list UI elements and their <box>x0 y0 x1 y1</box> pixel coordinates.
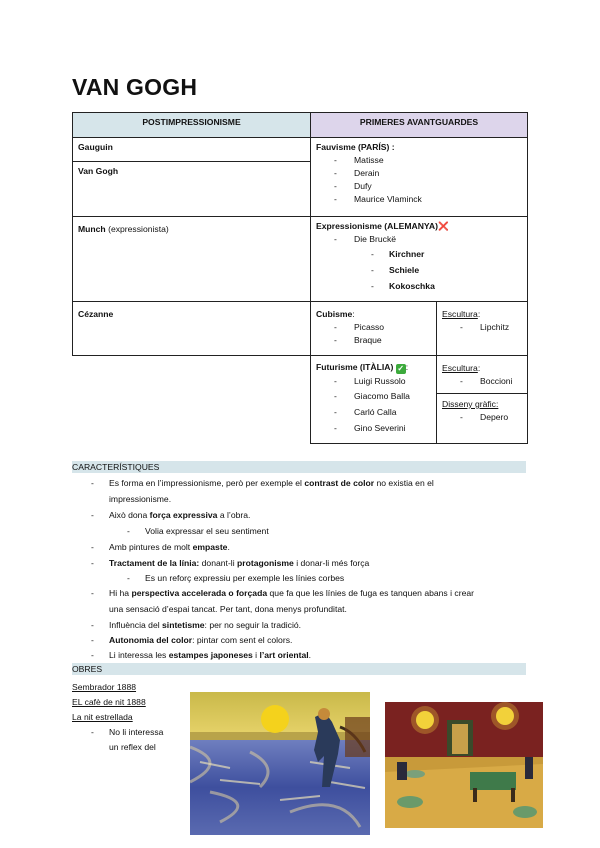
bullet-dash: - <box>91 542 94 552</box>
postimpressionisme-header: POSTIMPRESSIONISME <box>73 113 311 138</box>
disseny-list <box>442 411 522 424</box>
list-item: - Kirchner <box>316 246 522 262</box>
list-item: - Braque <box>316 334 431 347</box>
bullet-dash: - <box>91 650 94 660</box>
obra-cafe-de-nit: EL cafè de nit 1888 <box>72 697 146 707</box>
escultura-design-cell <box>437 356 528 444</box>
escultura-label: Escultura <box>442 309 478 319</box>
list-item: - Maurice Vlaminck <box>316 193 522 206</box>
bullet-dash: - <box>91 620 94 630</box>
list-item: - Lipchitz <box>442 321 522 334</box>
caracteristiques-header: CARACTERÍSTIQUES <box>72 461 526 473</box>
list-item: - Picasso <box>316 321 431 334</box>
caracteristica-4: Tractament de la línia: donant-li protagonisme i donar-li més força <box>109 558 370 568</box>
bullet-dash: - <box>91 558 94 568</box>
escultura-cell-1 <box>437 302 528 356</box>
bullet-dash: - <box>91 588 94 598</box>
obra-nit-estrellada: La nit estrellada <box>72 712 133 722</box>
x-mark-icon: ❌ <box>437 221 449 231</box>
futurisme-title: Futurisme (ITÀLIA) <box>316 362 394 372</box>
futurisme-colon: : <box>405 362 409 372</box>
expressionisme-list <box>316 233 522 246</box>
cubisme-title: Cubisme <box>316 309 353 319</box>
obres-note-2: un reflex del <box>109 742 156 752</box>
expressionisme-title: Expressionisme (ALEMANYA) <box>316 221 438 231</box>
avantguardes-header: PRIMERES AVANTGUARDES <box>311 113 528 138</box>
sower-painting-image <box>190 692 370 835</box>
escultura-block-2 <box>437 356 527 394</box>
caracteristica-4-sub: Es un reforç expressiu per exemple les línies corbes <box>145 573 345 583</box>
page-title: VAN GOGH <box>72 74 198 100</box>
caracteristica-5: Hi ha perspectiva accelerada o forçada que fa que les línies de fuga es tanquen abans i crear <box>109 588 474 598</box>
list-item: - Derain <box>316 167 522 180</box>
movements-table <box>72 112 528 444</box>
escultura-list-1 <box>442 321 522 334</box>
empty-cell <box>73 356 311 444</box>
caracteristica-6: Influència del sintetisme: per no seguir la tradició. <box>109 620 302 630</box>
caracteristica-2-sub: Volia expressar el seu sentiment <box>145 526 269 536</box>
munch-name: Munch <box>78 224 106 234</box>
escultura-label-2: Escultura <box>442 363 478 373</box>
futurisme-list <box>316 374 431 436</box>
cezanne-cell: Cézanne <box>73 302 311 356</box>
cubisme-list <box>316 321 431 347</box>
munch-note: (expressionista) <box>108 224 169 234</box>
fauvisme-title: Fauvisme (PARÍS) : <box>316 142 395 152</box>
list-item: - Boccioni <box>442 375 522 388</box>
disseny-block <box>437 394 527 428</box>
caracteristica-2: Això dona força expressiva a l’obra. <box>109 510 251 520</box>
escultura-colon-2: : <box>477 363 481 373</box>
obres-note-1: No li interessa <box>109 727 164 737</box>
bullet-dash: - <box>91 727 94 737</box>
die-brucke-list <box>316 246 522 294</box>
caracteristica-8: Li interessa les estampes japoneses i l’art oriental. <box>109 650 312 660</box>
cubisme-colon: : <box>352 309 355 319</box>
list-item: - Luigi Russolo <box>316 374 431 389</box>
bullet-dash: - <box>91 510 94 520</box>
obres-header: OBRES <box>72 663 526 675</box>
fauvisme-cell <box>311 138 528 217</box>
list-item: - Kokoschka <box>316 278 522 294</box>
escultura-colon: : <box>477 309 481 319</box>
gauguin-cell: Gauguin <box>73 138 311 162</box>
list-item: - Carló Calla <box>316 404 431 421</box>
vangogh-cell: Van Gogh <box>73 162 311 217</box>
cubisme-cell <box>311 302 437 356</box>
caracteristica-3: Amb pintures de molt empaste. <box>109 542 230 552</box>
expressionisme-heading <box>316 220 522 233</box>
caracteristica-7: Autonomia del color: pintar com sent el colors. <box>109 635 293 645</box>
list-item: - Die Bruckë <box>316 233 522 246</box>
munch-cell <box>73 217 311 302</box>
bullet-dash: - <box>91 478 94 488</box>
bullet-dash: - <box>127 573 130 583</box>
bullet-dash: - <box>127 526 130 536</box>
bullet-dash: - <box>91 635 94 645</box>
list-item: - Matisse <box>316 154 522 167</box>
check-mark-icon: ✓ <box>397 364 405 373</box>
disseny-label: Disseny gràfic: <box>442 399 499 409</box>
futurisme-cell <box>311 356 437 444</box>
list-item: - Depero <box>442 411 522 424</box>
night-cafe-painting-image <box>385 702 543 828</box>
fauvisme-list <box>316 154 522 206</box>
caracteristica-1: Es forma en l’impressionisme, però per exemple el contrast de color no existia en el <box>109 478 434 488</box>
caracteristica-5-cont: una sensació d’espai tancat. Per tant, dona menys profunditat. <box>109 604 347 614</box>
escultura-list-2 <box>442 375 522 388</box>
list-item: - Giacomo Balla <box>316 389 431 404</box>
list-item: - Gino Severini <box>316 421 431 436</box>
obra-sembrador: Sembrador 1888 <box>72 682 137 692</box>
list-item: - Dufy <box>316 180 522 193</box>
caracteristica-1-cont: impressionisme. <box>109 494 172 504</box>
expressionisme-cell <box>311 217 528 302</box>
list-item: - Schiele <box>316 262 522 278</box>
